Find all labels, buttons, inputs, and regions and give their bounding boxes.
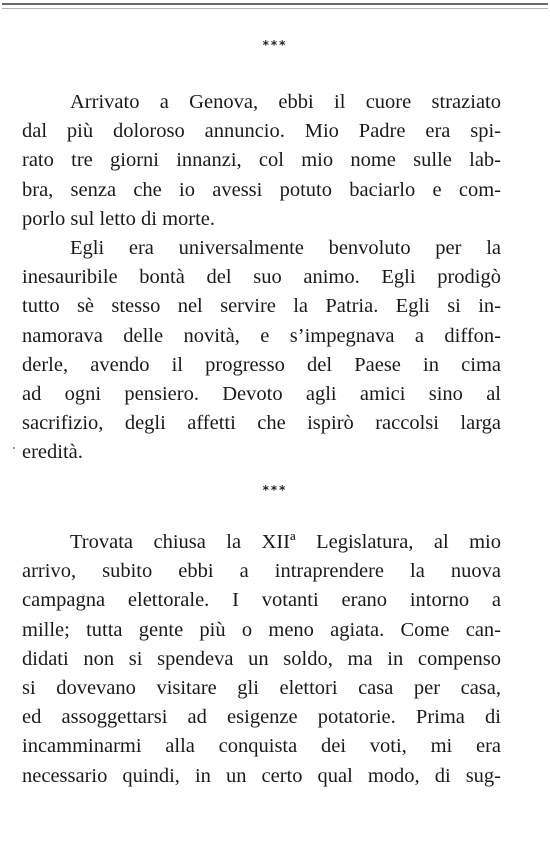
text-line: namorava delle novità, e s’impegnava a diffon- [22,324,501,347]
text-line: tutto sè stesso nel servire la Patria. Egli si in- [22,295,501,318]
paragraph-2 [22,234,501,468]
text-line: eredità. [22,441,83,464]
text-line: campagna elettorale. I votanti erano intorno a [22,589,501,612]
text-line: derle, avendo il progresso del Paese in cima [22,353,501,376]
section-separator-1: *** [262,38,288,52]
text-line: Egli era universalmente benvoluto per la [70,237,501,259]
text-line: necessario quindi, in un certo qual modo, di sug- [22,764,501,787]
text-line: Arrivato a Genova, ebbi il cuore straziato [70,91,501,113]
text-line: porlo sul letto di morte. [22,207,216,230]
text-line: dal più doloroso annuncio. Mio Padre era spi- [22,120,501,143]
paragraph-1 [22,88,501,234]
paragraph-3 [22,528,501,791]
section-separator-2: *** [262,483,288,497]
text-line: ad ogni pensiero. Devoto agli amici sino al [22,383,501,406]
text-line: didati non si spendeva un soldo, ma in compenso [22,647,501,670]
text-line: incamminarmi alla conquista dei voti, mi era [22,735,501,758]
text-line: rato tre giorni innanzi, col mio nome sulle lab- [22,149,501,172]
print-speck [13,447,15,449]
text-line: si dovevano visitare gli elettori casa per casa, [22,677,501,700]
text-line: inesauribile bontà del suo animo. Egli prodigò [22,266,501,289]
text-line: Trovata chiusa la XIIª Legislatura, al mio [70,531,501,553]
text-line: arrivo, subito ebbi a intraprendere la nuova [22,560,501,583]
text-line: ed assoggettarsi ad esigenze potatorie. Prima di [22,706,501,729]
text-line: mille; tutta gente più o meno agiata. Come can- [22,618,501,641]
text-line: sacrifizio, degli affetti che ispirò raccolsi larga [22,412,501,435]
top-page-rule [2,3,548,5]
text-line: bra, senza che io avessi potuto baciarlo e com- [22,178,501,201]
top-page-rule-shadow [2,8,548,9]
